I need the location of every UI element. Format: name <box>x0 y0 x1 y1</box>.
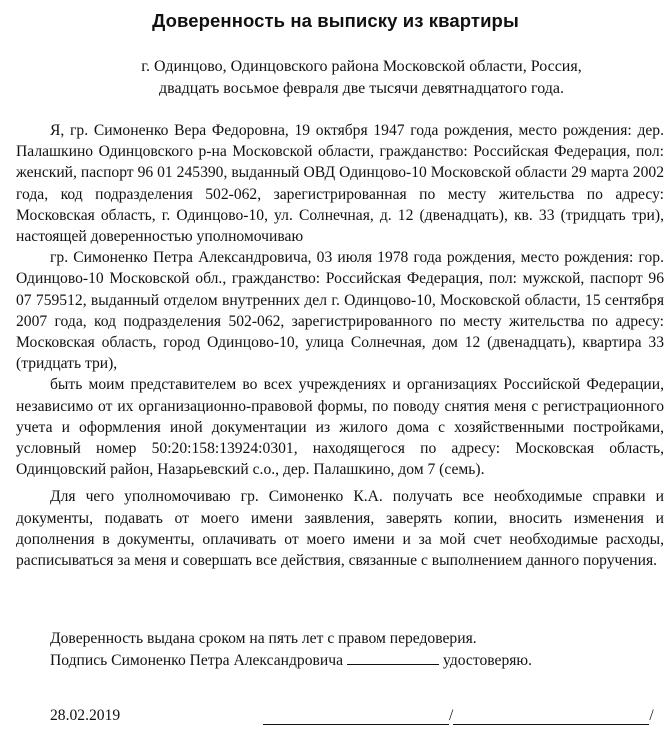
date-words-line: двадцать восьмое февраля две тысячи девятнадцатого года. <box>159 80 564 97</box>
document-body <box>16 120 664 571</box>
signature-slash: / <box>449 707 454 724</box>
powers-paragraph: быть моим представителем во всех учреждениях и организациях Российской Федерации, независимо от их организационно-правовой формы, по поводу снятия меня с регистрационного учета и оформления иной документации из жилого дома с хозяйственными постройками, условный номер 50:20:158:13924:0301, находящегося по адресу: Московская область, Одинцовский район, Назарьевский с.о., дер. Палашкино, дом 7 (семь). <box>16 376 664 479</box>
attorney-signature-blank[interactable] <box>347 652 439 665</box>
signature-slash-end: / <box>649 707 654 724</box>
principal-name-blank[interactable] <box>453 708 649 725</box>
document-title: Доверенность на выписку из квартиры <box>152 10 519 31</box>
signature-prefix: Подпись Симоненко Петра Александровича <box>50 651 343 669</box>
principal-paragraph: Я, гр. Симоненко Вера Федоровна, 19 октября 1947 года рождения, место рождения: дер. Палашкино Одинцовского р-на Московской области, гражданство: Российская Федерация, пол: женский, паспорт 96 01 245390, выданный ОВД Одинцово-10 Московской области 29 марта 2002 года, код подразделения 502-062, зарегистрированная по месту жительства по адресу: Московская область, г. Одинцово-10, ул. Солнечная, д. 12 (двенадцать), кв. 33 (тридцать три), настоящей доверенностью уполномочиваю <box>16 122 664 246</box>
attorney-paragraph: гр. Симоненко Петра Александровича, 03 июля 1978 года рождения, место рождения: гор. Одинцово-10 Московской обл., гражданство: Российская Федерация, пол: мужской, паспорт 96 07 759512, выданный отделом внутренних дел г. Одинцово-10, Московской области, 15 сентября 2007 года, код подразделения 502-062, зарегистрированного по месту жительства по адресу: Московская область, город Одинцово-10, улица Солнечная, дом 12 (двенадцать), квартира 33 (тридцать три), <box>16 249 664 373</box>
signed-date: 28.02.2019 <box>50 707 121 724</box>
document-footer <box>50 628 532 671</box>
place-line: г. Одинцово, Одинцовского района Московской области, Россия, <box>141 58 582 75</box>
principal-signature-row <box>263 707 654 725</box>
authority-paragraph: Для чего уполномочиваю гр. Симоненко К.А. получать все необходимые справки и документы, подавать от моего имени заявления, заверять копии, вносить изменения и дополнения в документы, оплачивать от моего имени и за мой счет необходимые расходы, расписываться за меня и совершать все действия, связанные с выполнением данного поручения. <box>16 488 664 570</box>
signature-suffix: удостоверяю. <box>443 651 532 669</box>
signature-certification-line <box>50 650 532 672</box>
document-header <box>0 56 671 100</box>
validity-line: Доверенность выдана сроком на пять лет с правом передоверия. <box>50 630 477 647</box>
principal-signature-blank[interactable] <box>263 708 449 725</box>
